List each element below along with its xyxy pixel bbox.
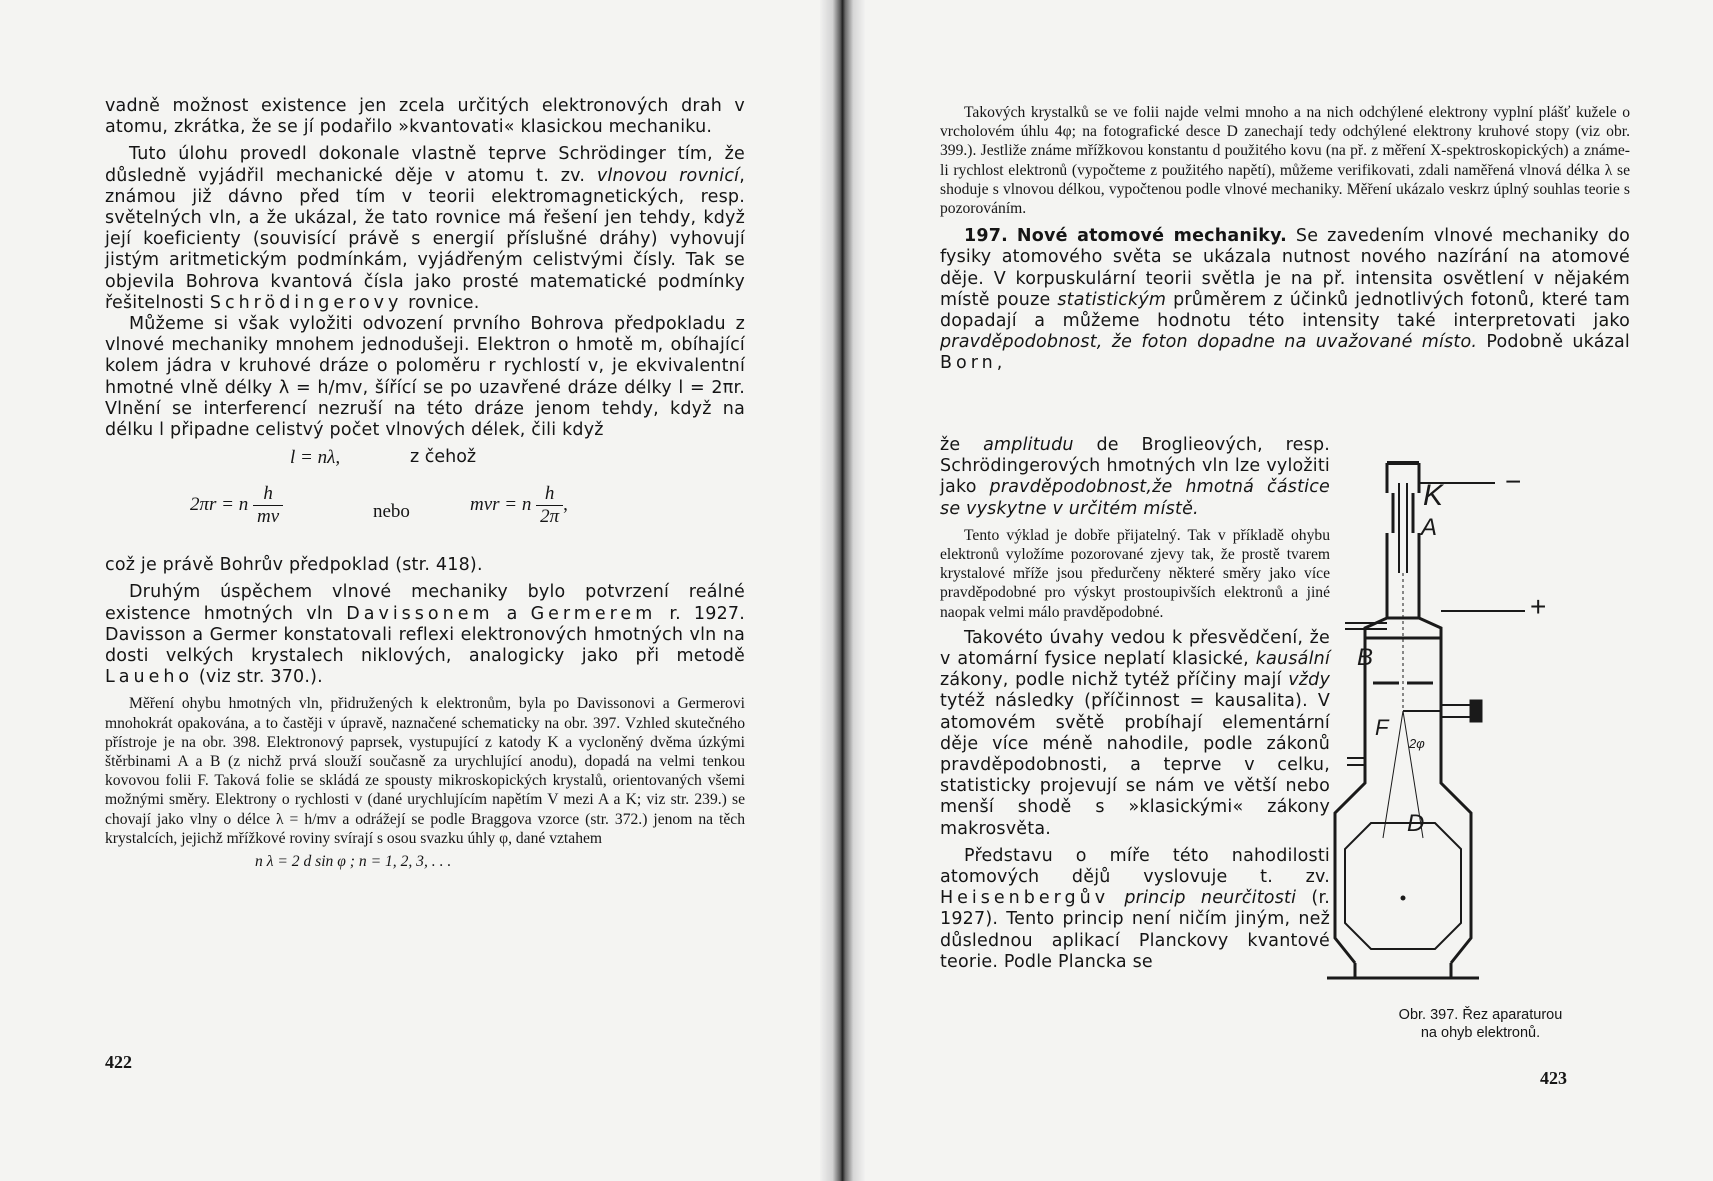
right-column-wrapped [940,435,1330,973]
label-minus: − [1505,466,1522,497]
left-page [0,0,835,1181]
figure-caption: Obr. 397. Řez aparaturou na ohyb elektronů. [1398,1007,1563,1041]
figure-electron-diffraction-apparatus [1325,453,1620,988]
label-plus: + [1530,591,1547,622]
label-A: A [1421,514,1438,541]
paragraph-small-measurement: Měření ohybu hmotných vln, přidružených k elektronům, byla po Davissonovi a Germerovi mnohokrát opakována, a to častěji v úpravě, naznačené schematicky na obr. 397. Vzhled skutečného přístroje je na obr. 398. Elektronový paprsek, vystupující z katody K a vycloněný dvěma úzkými štěrbinami A a B (z nichž prvá slouží současně za urychlující anodu), dopadá na velmi tenkou kovovou folii F. Taková folie se skládá ze spousty mikroskopických krystalů, orientovaných všemi možnými směry. Elektrony o rychlosti v (dané urychlujícím napětím V mezi A a K; viz str. 239.) se chovají jako vlny o délce λ = h/mv a odrážejí se podle Braggova vzorce (str. 372.) jenom na těch krystalcích, jejichž mřížkové roviny svírají s osou svazku úhly φ, dané vztahem [105,695,745,847]
paragraph-bohr-conclusion: což je právě Bohrův předpoklad (str. 418). [105,555,483,576]
paragraph-intro: vadně možnost existence jen zcela určitých elektronových drah v atomu, zkrátka, že se jí podařilo »kvantovati« klasickou mechaniku. [105,96,745,138]
label-D: D [1407,810,1425,837]
paragraph-causality: Takovéto úvahy vedou k přesvědčení, že v atomární fysice neplatí klasické, kausální zákony, podle nichž tytéž příčiny mají vždy tytéž následky (příčinnost = kausalita). V atomovém světě probíhají elementární děje více méně nahodile, podle zákonů pravděpodobnosti, a teprve v celku, statisticky projevují se nám ve větší nebo menší shodě s »klasickými« zákony makrosvěta. [940,627,1331,839]
paragraph-schrodinger: Tuto úlohu provedl dokonale vlastně teprve Schrödinger tím, že důsledně vyjádřil mechanické děje v atomu t. zv. vlnovou rovnicí, známou již dávno před tím v teorii elektromagnetických, resp. světelných vln, a že ukázal, že tato rovnice má řešení jen tehdy, když její koeficienty (souvisící právě s energií příslušné dráhy) vyhovují jistým aritmetickým podmínkám, vyjádřeným celistvými čísly. Tak se objevila Bohrova kvantová čísla jako prosté matematické podmínky řešitelnosti Schrödingerovy rovnice. [105,144,746,313]
book-gutter [820,0,865,1181]
cathode-housing [1387,463,1419,493]
paragraph-small-crystals: Takových krystalků se ve folii najde velmi mnoho a na nich odchýlené elektrony vyplní plášť kužele o vrcholovém úhlu 4φ; na fotografické desce D zanechají tedy odchýlené elektrony kruhové stopy (viz obr. 399.). Jestliže známe mřížkovou konstantu d použitého kovu (na př. z měření X-spektroskopických) a známe-li rychlost elektronů (vypočteme z použitého napětí), můžeme verifikovati, zdali naměřená vlnová délka λ se shoduje s vlnovou délkou, vypočtenou podle vlnové mechaniky. Měření ukázalo veskrz úplný souhlas teorie s pozorováním. [940,104,1630,218]
label-F: F [1375,715,1389,740]
page-number-left: 422 [105,1052,132,1072]
paragraph-heisenberg: Představu o míře této nahodilosti atomových dějů vyslovuje t. zv. Heisenbergův princip neurčitosti (r. 1927). Tento princip není ničím jiným, než důslednou aplikací Planckovy kvantové teorie. Podle Plancka se [940,845,1331,972]
equation-mvr: mvr = n $\frac{h}{2\pi}$ , [470,483,568,528]
paragraph-bohr-derivation: Můžeme si však vyložiti odvození prvního Bohrova předpokladu z vlnové mechaniky mnohem jednodušeji. Elektron o hmotě m, obíhající kolem jádra v kruhové dráze o poloměru r rychlostí v, je ekvivalentní hmotné vlně délky λ = h/mv, šířící se po uzavřené dráze délky l = 2πr. Vlnění se interferencí nezruší na této dráze jenom tehdy, když na délku l připadne celistvý počet vlnových délek, čili když [105,314,745,441]
section-title: Nové atomové mechaniky. [1016,226,1287,247]
paragraph-born: že amplitudu de Broglieových, resp. Schrödingerových hmotných vln lze vyložiti jako pravděpodobnost,že hmotná částice se vyskytne v určitém místě. [940,435,1331,519]
section-number: 197. [964,226,1008,247]
label-2phi: 2φ [1409,736,1425,751]
equation-l-n-lambda: l = nλ, [290,447,341,469]
equation-2pir: 2πr = n $\frac{h}{mv}$ [190,483,283,528]
label-K: K [1423,479,1444,512]
label-B: B [1357,644,1374,671]
equation-text-z-cehoz: z čehož [410,447,477,468]
right-column-top [940,103,1630,375]
left-column [105,96,745,871]
paragraph-small-interpretation: Tento výklad je dobře přijatelný. Tak v příkladě ohybu elektronů vyložíme pozorované zjevy tak, že prostě tvarem krystalové mříže jsou předurčeny některé směry jako více pravděpodobné pro výskyt prostoupivších elektronů a jiné naopak velmi málo pravděpodobné. [940,526,1330,621]
paragraph-section-197: 197. Nové atomové mechaniky. Se zavedením vlnové mechaniky do fysiky atomového světa se ukázala nutnost nového nazírání na atomové děje. V korpuskulární teorii světla je na př. intensita osvětlení v nějakém místě pouze statistickým průměrem z účinků jednotlivých fotonů, které tam dopadají a můžeme hodnotu této intensity také interpretovati jako pravděpodobnost, že foton dopadne na uvažované místo. Podobně ukázal Born, [940,226,1631,374]
page-number-right: 423 [1540,1068,1567,1088]
equation-nebo: nebo [373,501,410,523]
equation-bragg: n λ = 2 d sin φ ; n = 1, 2, 3, . . . [255,853,452,871]
equation-block [105,445,745,555]
paragraph-davisson: Druhým úspěchem vlnové mechaniky bylo potvrzení reálné existence hmotných vln Davissonem a Germerem r. 1927. Davisson a Germer konstatovali reflexi elektronových hmotných vln na dosti velkých krystalech niklových, analogicky jako při metodě Laueho (viz str. 370.). [105,582,746,688]
